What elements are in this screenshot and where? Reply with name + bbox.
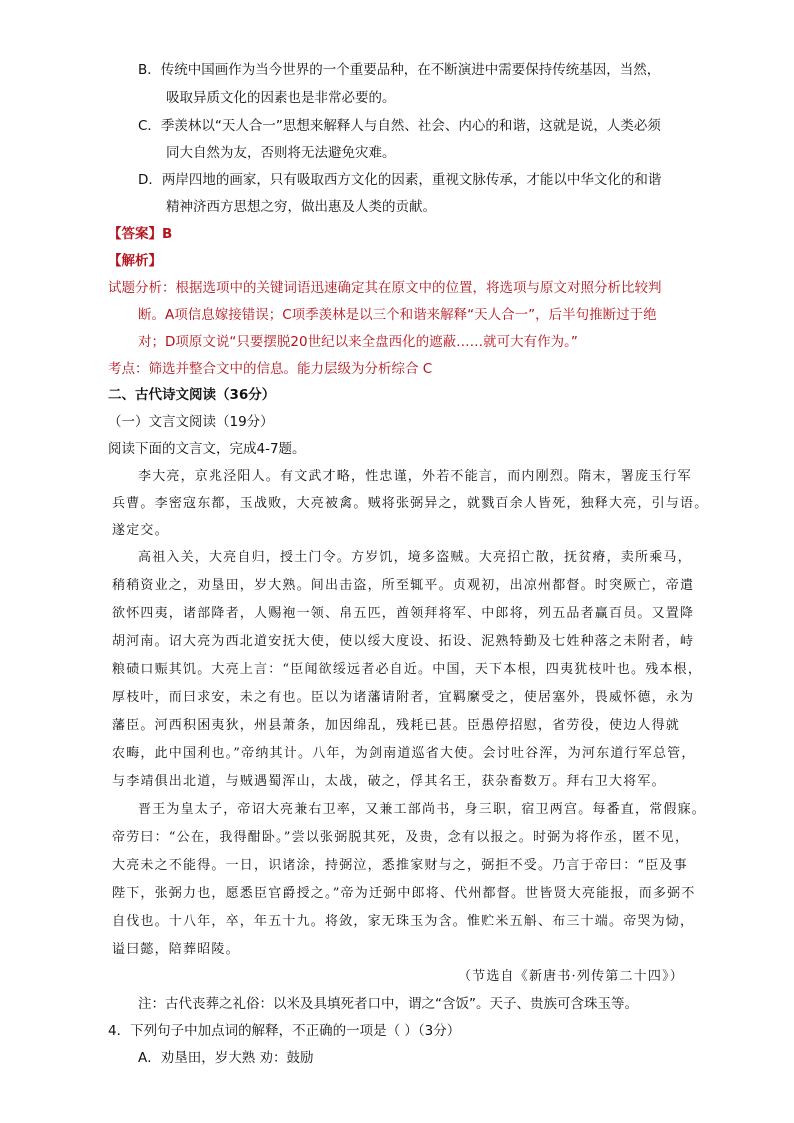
analysis-heading: 【解析】 [108, 253, 162, 269]
question-4-option-a: A．劝垦田，岁大熟 劝：鼓励 [138, 1050, 314, 1066]
option-b-line1: B．传统中国画作为当今世界的一个重要品种，在不断演进中需要保持传统基因，当然， [138, 62, 661, 78]
passage-line: 兵曹。李密寇东都，玉战败，大亮被禽。贼将张弼异之，就戮百余人皆死，独释大亮，引与语。 [112, 496, 709, 511]
passage-line: 农畮，此中国利也。”帝纳其计。八年，为剑南道巡省大使。会讨吐谷浑，为河东道行军总管， [112, 746, 696, 761]
passage-line: 藩臣。河西积困夷狄，州县萧条，加因绵乱，残耗已甚。臣愚停招慰，省劳役，使边人得就 [112, 718, 681, 733]
passage-citation: （节选自《新唐书·列传第二十四》） [457, 969, 684, 984]
passage-line: 李大亮，京兆泾阳人。有文武才略，性忠谨，外若不能言，而内刚烈。隋末，署庞玉行军 [138, 469, 692, 484]
option-b-line2: 吸取异质文化的因素也是非常必要的。 [166, 90, 396, 106]
passage-line: 自伐也。十八年，卒，年五十九。将敛，家无珠玉为含。惟贮米五斛、布三十端。帝哭为恸， [112, 914, 695, 929]
passage-line: 晋王为皇太子，帝诏大亮兼右卫率，又兼工部尚书，身三职，宿卫两宫。每番直，常假寐。 [138, 802, 707, 817]
option-c-line1: C．季羡林以“天人合一”思想来解释人与自然、社会、内心的和谐，这就是说，人类必须 [138, 118, 661, 134]
passage-line: 稍稍资业之，劝垦田，岁大熟。间出击盗，所至辄平。贞观初，出凉州都督。时突厥亡，帝遣 [112, 578, 695, 593]
kaodian-text: 考点：筛选并整合文中的信息。能力层级为分析综合 C [108, 361, 433, 377]
analysis-line2: 断。A项信息嫁接错误；C项季羡林是以三个和谐来解释“天人合一”，后半句推断过于绝 [138, 307, 657, 323]
passage-line: 大亮未之不能得。一日，识诸涂，持弼泣，悉推家财与之，弼拒不受。乃言于帝曰：“臣及事 [112, 858, 688, 873]
analysis-line1: 试题分析：根据选项中的关键词语迅速确定其在原文中的位置，将选项与原文对照分析比较判 [108, 280, 662, 296]
analysis-line3: 对；D项原文说“只要摆脱20世纪以来全盘西化的遮蔽……就可大有作为。” [138, 334, 578, 350]
option-d-line1: D．两岸四地的画家，只有吸取西方文化的因素，重视文脉传承，才能以中华文化的和谐 [138, 172, 662, 188]
passage-note: 注：古代丧葬之礼俗：以米及具填死者口中，谓之“含饭”。天子、贵族可含珠玉等。 [138, 996, 638, 1012]
passage-line: 遂定交。 [112, 523, 169, 538]
option-c-line2: 同大自然为友，否则将无法避免灾难。 [166, 145, 396, 161]
passage-line: 胡河南。诏大亮为西北道安抚大使，使以绥大度设、拓设、泥熟特勤及七姓种落之未附者，峙 [112, 634, 695, 649]
passage-line: 与李靖俱出北道，与贼遇蜀浑山，太战，破之，俘其名王，获杂畜数万。拜右卫大将军。 [112, 774, 666, 789]
passage-line: 厚枝叶，而曰求安，未之有也。臣以为诸藩请附者，宜羁縻受之，使居塞外，畏威怀德，永为 [112, 690, 695, 705]
passage-line: 粮碛口赈其饥。大亮上言：“臣闻欲绥远者必自近。中国，天下本根，四夷犹枝叶也。残本根， [112, 662, 703, 677]
passage-line: 谥曰懿，陪葬昭陵。 [112, 942, 240, 957]
answer-label: 【答案】B [108, 226, 173, 242]
question-4-stem: 4．下列句子中加点词的解释，不正确的一项是（ ）（3分） [108, 1023, 461, 1039]
passage-line: 帝劳曰：“公在，我得酣卧。”尝以张弼脱其死，及贵，念有以报之。时弼为将作丞，匿不见， [112, 830, 690, 845]
passage-line: 欲怀四夷，诸部降者，人赐袍一领、帛五匹，酋领拜将军、中郎将，列五品者赢百员。又置降 [112, 606, 695, 621]
section-title: 二、古代诗文阅读（36分） [108, 387, 276, 403]
option-d-line2: 精神济西方思想之穷，做出惠及人类的贡献。 [166, 199, 436, 215]
passage-line: 高祖入关，大亮自归，授土门令。方岁饥，境多盗贼。大亮招亡散，抚贫瘠，卖所乘马， [138, 550, 692, 565]
reading-instruction: 阅读下面的文言文，完成4-7题。 [108, 441, 306, 457]
passage-line: 陛下，张弼力也，愿悉臣官爵授之。”帝为迁弼中郎将、代州都督。世皆贤大亮能报，而多弼不 [112, 886, 696, 901]
subsection-title: （一）文言文阅读（19分） [108, 414, 274, 430]
